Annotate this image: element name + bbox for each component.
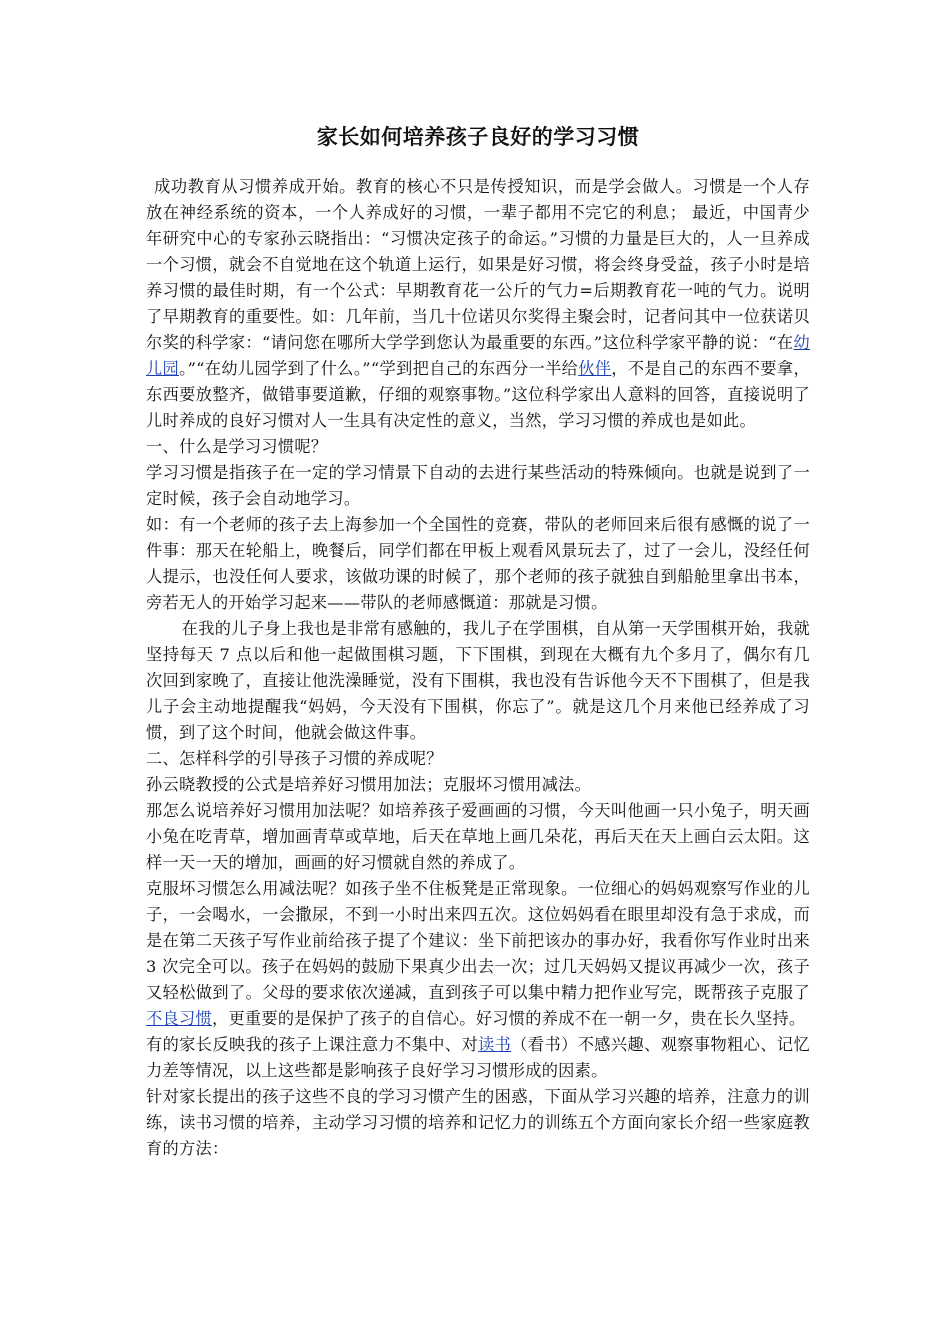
link-kindergarten[interactable]: 幼儿园 — [146, 333, 810, 378]
section1-story: 在我的儿子身上我也是非常有感触的，我儿子在学围棋，自从第一天学围棋开始，我就坚持每天 7 点以后和他一起做围棋习题，下下围棋，到现在大概有九个多月了，偶尔有几次回到家晚了，直接让他洗澡睡觉，没有下围棋，我也没有告诉他今天不下围棋了，但是我儿子会主动地提醒我“妈妈，今天没有下围棋，你忘了”。就是这几个月来他已经养成了习惯，到了这个时间，他就会做这件事。 — [146, 619, 810, 742]
parents-text-2: （看书）不感兴趣、观察事物粗心、记忆力差等情况，以上这些都是影响孩子良好学习习惯形成的因素。 — [146, 1035, 811, 1080]
link-bad-habits[interactable]: 不良习惯 — [146, 1009, 212, 1028]
section2-formula: 孙云晓教授的公式是培养好习惯用加法；克服坏习惯用减法。 — [146, 775, 592, 794]
section2-addition: 那怎么说培养好习惯用加法呢？如培养孩子爱画画的习惯，今天叫他画一只小兔子，明天画小兔在吃青草，增加画青草或草地，后天在草地上画几朵花，再后天在天上画白云太阳。这样一天一天的增加，画画的好习惯就自然的养成了。 — [146, 801, 810, 872]
intro-text-3: ，不是自己的东西不要拿，东西要放整齐，做错事要道歉，仔细的观察事物。”这位科学家出人意料的回答，直接说明了儿时养成的良好习惯对人一生具有决定性的意义，当然，学习习惯的养成也是如此。 — [146, 359, 810, 430]
section2-methods: 针对家长提出的孩子这些不良的学习习惯产生的困惑，下面从学习兴趣的培养，注意力的训练，读书习惯的培养，主动学习习惯的培养和记忆力的训练五个方面向家长介绍一些家庭教育的方法： — [146, 1087, 810, 1158]
parents-text-1: 有的家长反映我的孩子上课注意力不集中、对 — [146, 1035, 479, 1054]
subtraction-text-1: 克服坏习惯怎么用减法呢？如孩子坐不住板凳是正常现象。一位细心的妈妈观察写作业的儿子，一会喝水，一会撒尿，不到一小时出来四五次。这位妈妈看在眼里却没有急于求成，而是在第二天孩子写作业前给孩子提了个建议：坐下前把该办的事办好，我看你写作业时出来 3 次完全可以。孩子在妈妈的鼓励下果真少出去一次；过几天妈妈又提议再减少一次，孩子又轻松做到了。父母的要求依次递减，直到孩子可以集中精力把作业写完，既帮孩子克服了 — [146, 879, 810, 1002]
link-reading[interactable]: 读书 — [478, 1035, 512, 1054]
section2-heading: 二、怎样科学的引导孩子习惯的养成呢？ — [146, 749, 443, 768]
intro-paragraph — [146, 174, 810, 434]
document-title: 家长如何培养孩子良好的学习习惯 — [316, 125, 640, 149]
section1-example: 如：有一个老师的孩子去上海参加一个全国性的竞赛，带队的老师回来后很有感慨的说了一件事：那天在轮船上，晚餐后，同学们都在甲板上观看风景玩去了，过了一会儿，没经任何人提示，也没任何人要求，该做功课的时候了，那个老师的孩子就独自到船舱里拿出书本，旁若无人的开始学习起来——带队的老师感慨道：那就是习惯。 — [146, 515, 810, 612]
section1-definition: 学习习惯是指孩子在一定的学习情景下自动的去进行某些活动的特殊倾向。也就是说到了一定时候，孩子会自动地学习。 — [146, 463, 810, 508]
section1-heading: 一、什么是学习习惯呢？ — [146, 437, 328, 456]
document-page — [146, 112, 810, 1162]
section2-subtraction — [146, 876, 810, 1032]
section2-parents — [146, 1032, 810, 1084]
subtraction-text-2: ，更重要的是保护了孩子的自信心。好习惯的养成不在一朝一夕，贵在长久坚持。 — [211, 1009, 806, 1028]
intro-text-1: 成功教育从习惯养成开始。教育的核心不只是传授知识，而是学会做人。习惯是一个人存放在神经系统的资本，一个人养成好的习惯，一辈子都用不完它的利息； 最近，中国青少年研究中心的专家孙云晓指出：“习惯决定孩子的命运。”习惯的力量是巨大的，人一旦养成一个习惯，就会不自觉地在这个轨道上运行，如果是好习惯，将会终身受益，孩子小时是培养习惯的最佳时期，有一个公式：早期教育花一公斤的气力=后期教育花一吨的气力。说明了早期教育的重要性。如：几年前，当几十位诺贝尔奖得主聚会时，记者问其中一位获诺贝尔奖的科学家：“请问您在哪所大学学到您认为最重要的东西。”这位科学家平静的说：“在 — [146, 177, 810, 352]
link-partner[interactable]: 伙伴 — [578, 359, 612, 378]
intro-text-2: 。”“在幼儿园学到了什么。”“学到把自己的东西分一半给 — [179, 359, 579, 378]
